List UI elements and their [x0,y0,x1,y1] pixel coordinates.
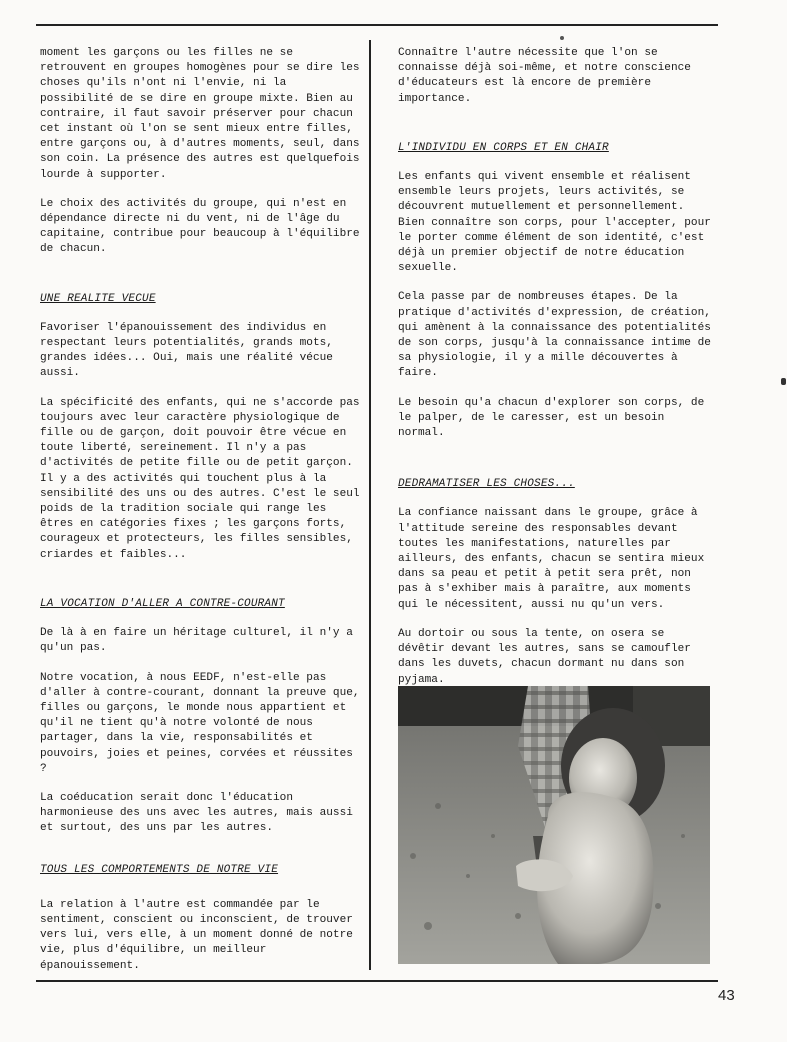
page-number: 43 [718,987,735,1004]
left-paragraph-3: Favoriser l'épanouissement des individus en respectant leurs potentialités, grands mots, grandes idées... Oui, mais une réalité vécue aussi. [40,321,333,380]
right-paragraph-4: Le besoin qu'a chacun d'explorer son corps, de le palper, de le caresser, est un besoin normal. [398,396,705,440]
left-column [40,46,362,988]
heading-individu: L'INDIVIDU EN CORPS ET EN CHAIR [398,141,609,154]
left-paragraph-2: Le choix des activités du groupe, qui n'est en dépendance directe ni du vent, ni de l'âge du capitaine, contribue pour beaucoup à l'équilibre de chacun. [40,197,360,256]
child-photo [398,686,710,964]
ink-speck [560,36,564,40]
heading-comportements: TOUS LES COMPORTEMENTS DE NOTRE VIE [40,863,279,876]
left-paragraph-1: moment les garçons ou les filles ne se retrouvent en groupes homogènes pour se dire les choses qu'ils n'ont ni l'envie, ni la possibilité de se dire en groupe mixte. Bien au contraire, il faut savoir préserver pour chacun cet instant où l'on se sent mieux entre filles, entre garçons ou, à d'autres moments, seul, dans son coin. La présence des autres est quelquefois lourde à supporter. [40,47,360,181]
right-paragraph-1: Connaître l'autre nécessite que l'on se connaisse déjà soi-même, et notre conscience d'éducateurs est là encore de première importance. [398,47,691,105]
right-paragraph-5: La confiance naissant dans le groupe, grâce à l'attitude sereine des responsables devant toutes les manifestations, naturelles par ailleurs, des enfants, chacun se sentira mieux dans sa peau et petit à petit sera prêt, non pas à s'exhiber mais à paraître, aux moments qui le nécessitent, aussi nu qu'un vers. [398,507,705,611]
heading-realite-vecue: UNE REALITE VECUE [40,292,156,305]
right-column [398,46,716,702]
left-paragraph-8: La relation à l'autre est commandée par le sentiment, conscient ou inconscient, de trouver vers lui, vers elle, à un moment donné de notre vie, plus d'équilibre, un meilleur épanouissement. [40,898,353,972]
right-paragraph-6: Au dortoir ou sous la tente, on osera se dévêtir devant les autres, sans se camoufler dans les duvets, chacun dormant nu dans son pyjama. [398,627,691,686]
right-paragraph-2: Les enfants qui vivent ensemble et réalisent ensemble leurs projets, leurs activités, se découvrent mutuellement et personnellement. Bien connaître son corps, pour l'accepter, pour le porter comme élément de son identité, c'est déjà un premier objectif de notre éducation sexuelle. [398,171,711,275]
photo-icon [398,686,710,964]
bottom-rule [36,980,718,982]
heading-dedramatiser: DEDRAMATISER LES CHOSES... [398,478,575,491]
right-paragraph-3: Cela passe par de nombreuses étapes. De la pratique d'activités d'expression, de création, qui amènent à la connaissance des potentialités de son corps, jusqu'à la connaissance intime de sa physiologie, il y a mille découvertes à faire. [398,291,711,380]
left-paragraph-5: De là à en faire un héritage culturel, il n'y a qu'un pas. [40,627,353,655]
left-paragraph-6: Notre vocation, à nous EEDF, n'est-elle pas d'aller à contre-courant, donnant la preuve que, filles ou garçons, le monde nous appartient et qu'il ne tient qu'à notre volonté de nous partager, dans la vie, responsabilités et pouvoirs, joies et peines, corvées et réussites ? [40,671,360,775]
top-rule [36,24,718,26]
column-divider [369,40,371,970]
left-paragraph-7: La coéducation serait donc l'éducation harmonieuse des uns avec les autres, mais aussi et surtout, des uns par les autres. [40,791,353,835]
margin-mark [781,378,786,385]
left-paragraph-4: La spécificité des enfants, qui ne s'accorde pas toujours avec leur caractère physiologique de fille ou de garçon, doit pouvoir être vécue en toute liberté, sereinement. Il n'y a pas d'activités de petite fille ou de petit garçon. Il y a des activités qui touchent plus à la sensibilité des uns ou des autres. C'est le seul poids de la tradition sociale qui range les êtres en catégories fixes ; les garçons forts, courageux et protecteurs, les filles sensibles, criardes et faibles... [40,396,360,561]
heading-vocation: LA VOCATION D'ALLER A CONTRE-COURANT [40,597,285,610]
